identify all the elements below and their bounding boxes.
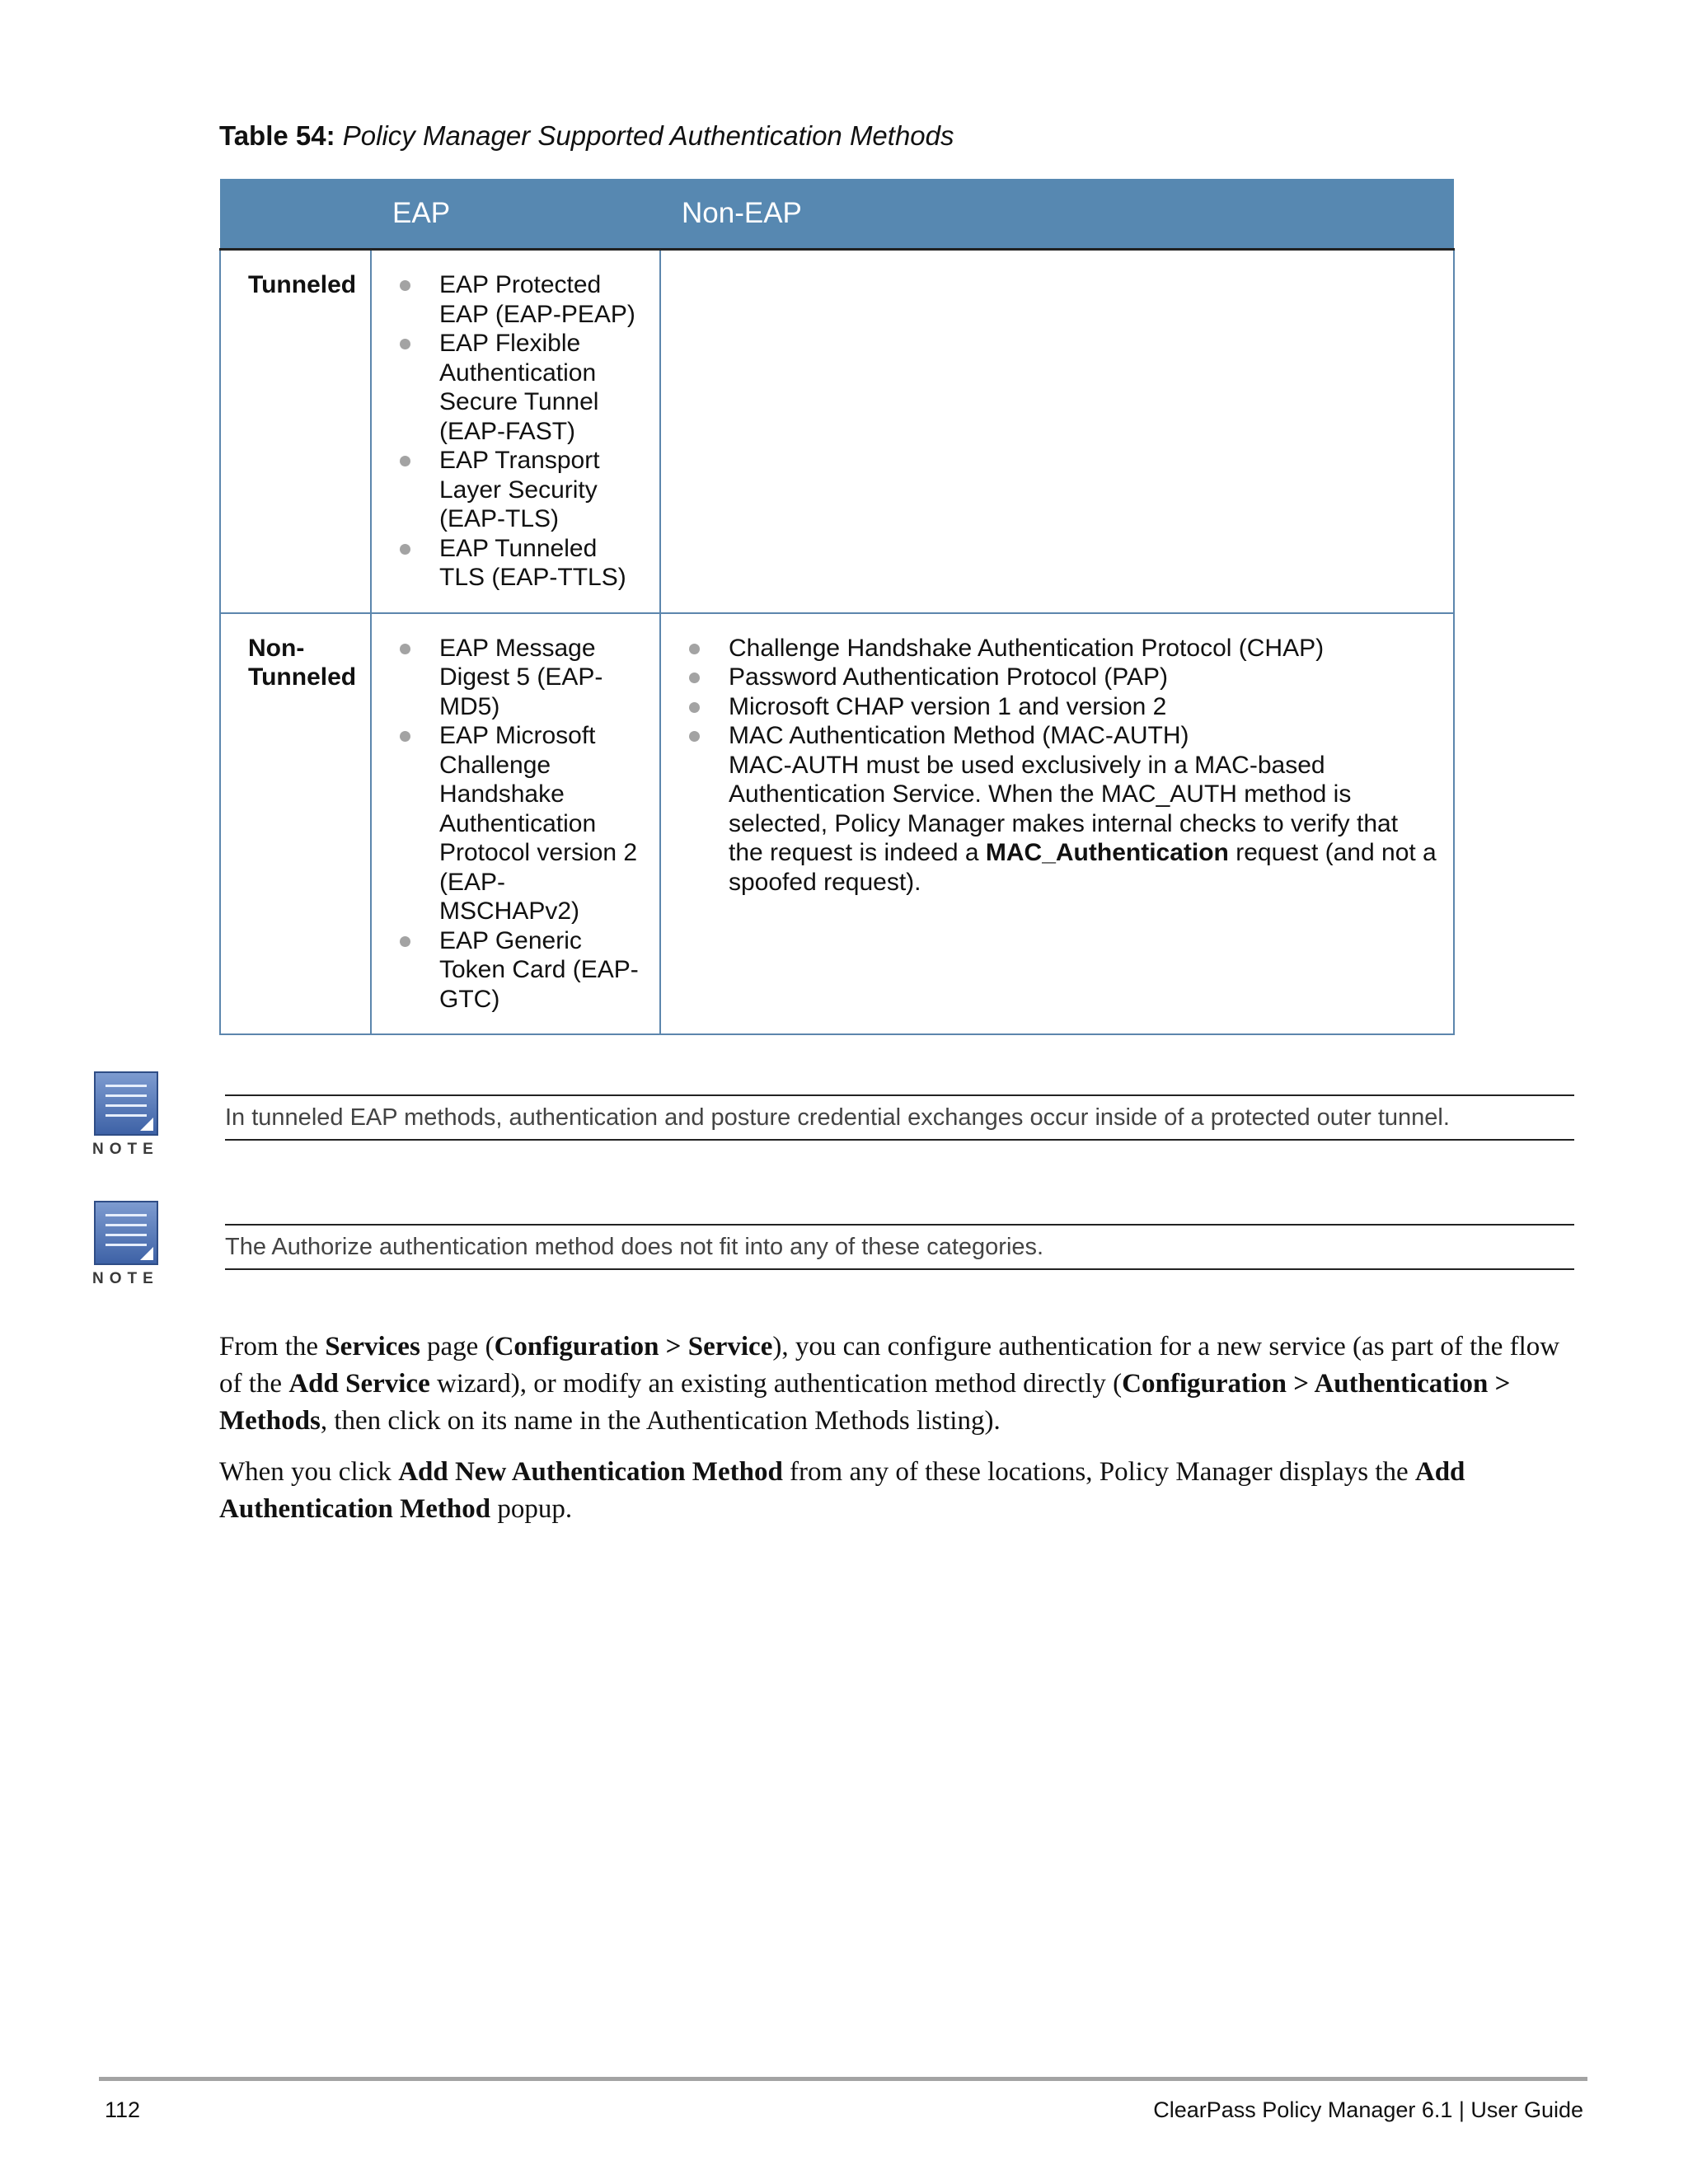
- table-header-row: [220, 179, 1454, 250]
- list-item: EAP Protected EAP (EAP-PEAP): [398, 270, 643, 329]
- auth-methods-table: [219, 179, 1455, 1035]
- non-tunneled-non-eap-cell: [660, 613, 1454, 1035]
- list-item: EAP Message Digest 5 (EAP-MD5): [398, 634, 643, 722]
- row-label-tunneled: Tunneled: [220, 250, 371, 613]
- list-item: Challenge Handshake Authentication Protocol (CHAP): [687, 634, 1437, 663]
- caption-label: Table 54:: [219, 120, 335, 151]
- caption-title: Policy Manager Supported Authentication Methods: [342, 120, 954, 151]
- non-tunneled-eap-list: [398, 634, 643, 1015]
- body-text: [219, 1329, 1566, 1542]
- header-empty: [220, 179, 371, 250]
- header-non-eap: Non-EAP: [660, 179, 1454, 250]
- mac-auth-note-text: MAC-AUTH must be used exclusively in a MAC-based Authentication Service. When the MAC_AUTH method is selected, Policy Manager makes internal checks to verify that the request is indeed a: [729, 751, 1399, 866]
- footer-doc-title: ClearPass Policy Manager 6.1 | User Guide: [1153, 2097, 1583, 2122]
- row-label-non-tunneled: Non-Tunneled: [220, 613, 371, 1035]
- tunneled-eap-list: [398, 270, 643, 593]
- list-item: Microsoft CHAP version 1 and version 2: [687, 692, 1437, 722]
- mac-auth-note-bold: MAC_Authentication: [985, 839, 1229, 866]
- table-caption: [219, 120, 954, 152]
- non-eap-list: [687, 634, 1437, 751]
- mac-auth-note-text-end: request (and not a spoofed request).: [729, 839, 1437, 896]
- footer-divider: [99, 2077, 1587, 2081]
- paragraph-services: From the Services page (Configuration > Service), you can configure authentication for a new service (as part of the flow of the Add Service wizard), or modify an existing authentication method directly (Configuration > Authentication > Methods, then click on its name in the Authentication Methods listing).: [219, 1332, 1560, 1436]
- note-icon-label: NOTE: [92, 1270, 159, 1287]
- table-row-non-tunneled: [220, 613, 1454, 1035]
- tunneled-eap-cell: [371, 250, 660, 613]
- note-text: In tunneled EAP methods, authentication and posture credential exchanges occur inside of a protected outer tunnel.: [225, 1094, 1574, 1141]
- tunneled-non-eap-cell: [660, 250, 1454, 613]
- list-item: EAP Microsoft Challenge Handshake Authentication Protocol version 2 (EAP-MSCHAPv2): [398, 721, 643, 926]
- mac-auth-note: [687, 751, 1437, 898]
- list-item: MAC Authentication Method (MAC-AUTH): [687, 721, 1437, 751]
- list-item: EAP Flexible Authentication Secure Tunnel (EAP-FAST): [398, 329, 643, 446]
- non-tunneled-eap-cell: [371, 613, 660, 1035]
- list-item: EAP Transport Layer Security (EAP-TLS): [398, 446, 643, 534]
- page-number: 112: [105, 2097, 141, 2122]
- note-text: The Authorize authentication method does not fit into any of these categories.: [225, 1224, 1574, 1270]
- table-row-tunneled: [220, 250, 1454, 613]
- list-item: EAP Tunneled TLS (EAP-TTLS): [398, 534, 643, 593]
- list-item: Password Authentication Protocol (PAP): [687, 663, 1437, 692]
- header-eap: EAP: [371, 179, 660, 250]
- paragraph-add-method: When you click Add New Authentication Method from any of these locations, Policy Manager displays the Add Authentication Method popup.: [219, 1457, 1465, 1524]
- note-icon-label: NOTE: [92, 1141, 159, 1158]
- list-item: EAP Generic Token Card (EAP-GTC): [398, 926, 643, 1015]
